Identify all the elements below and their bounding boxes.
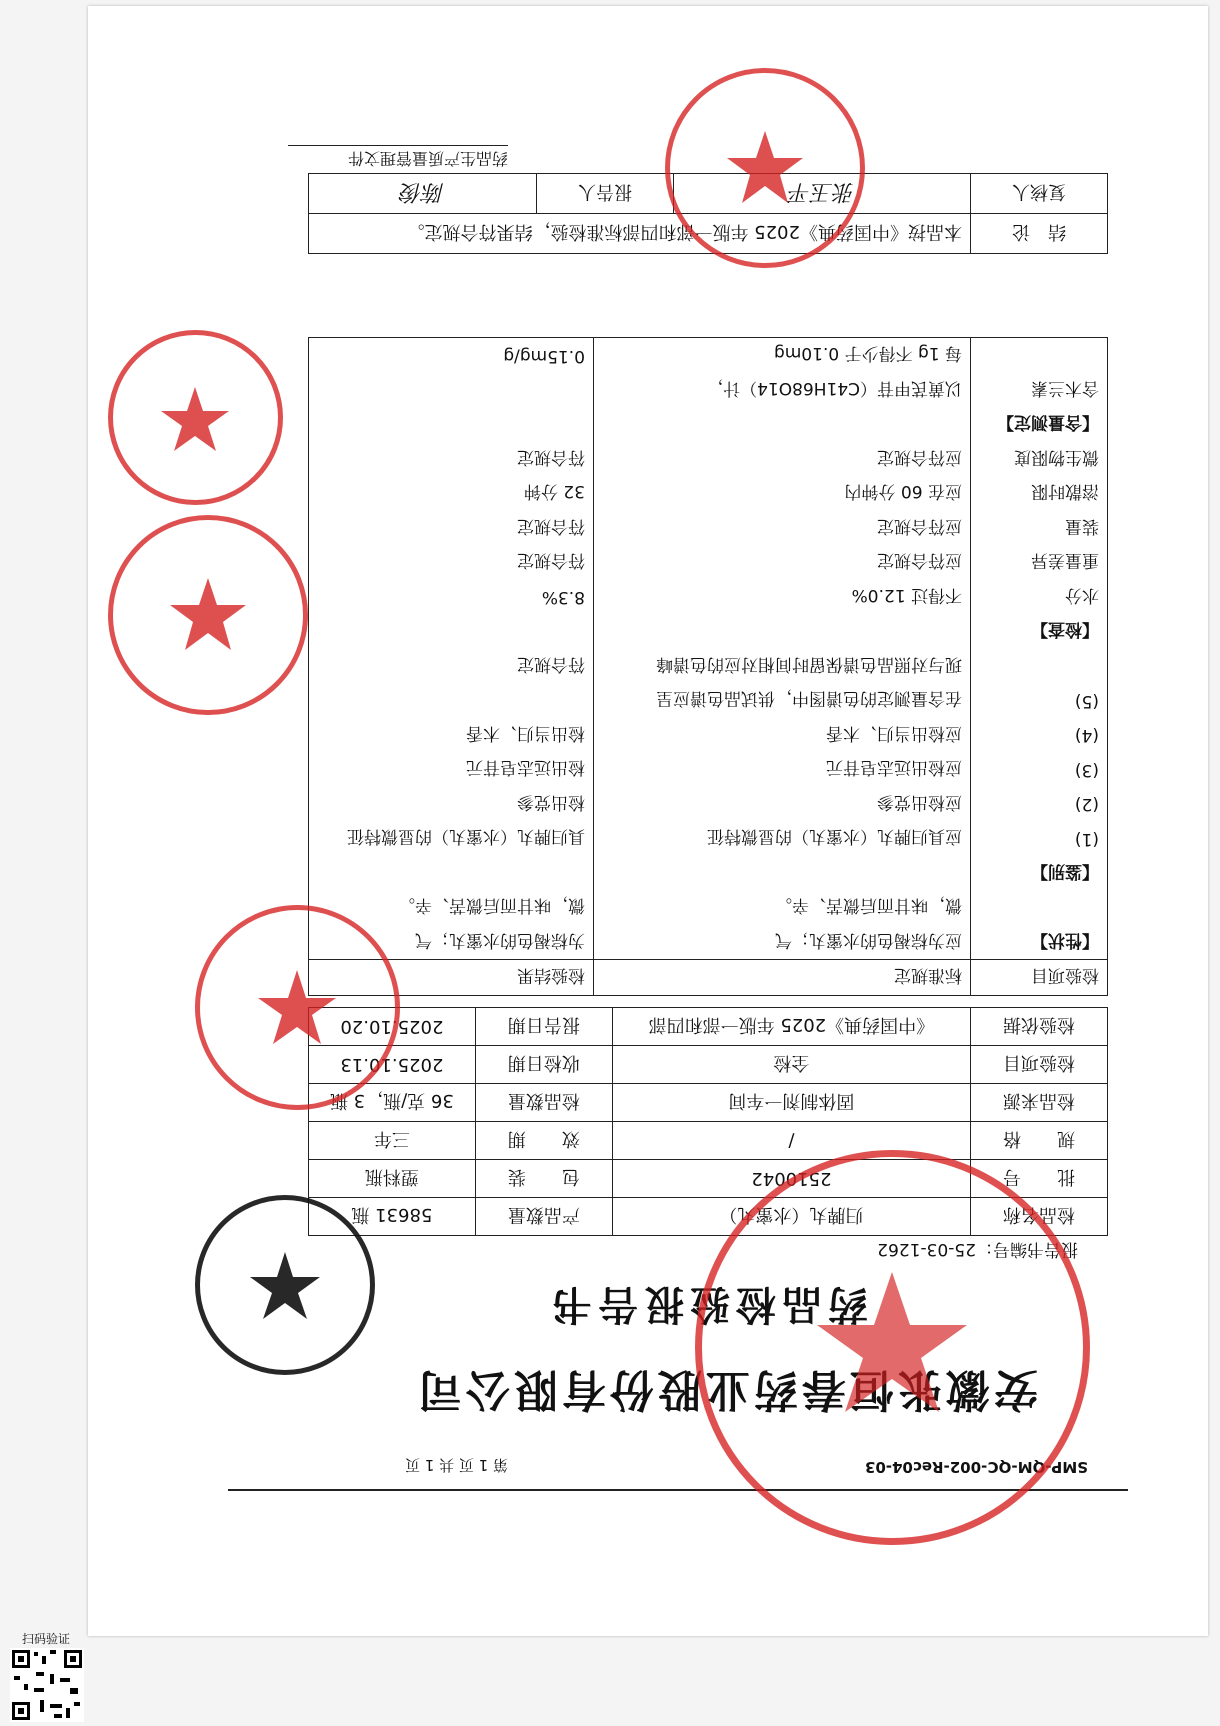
info-value-cell: 36 克/瓶，3 瓶 (309, 1084, 476, 1122)
row-result-cell: 检出党参 (309, 787, 594, 822)
row-item-cell: 重量差异 (971, 546, 1108, 581)
reporter-label: 报告人 (537, 174, 674, 214)
row-item-cell: 水分 (971, 580, 1108, 615)
info-label-cell: 包 装 (475, 1160, 612, 1198)
page-info: 第 1 页 共 1 页 (405, 1456, 508, 1474)
row-result-cell: 符合规定 (309, 442, 594, 477)
row-standard-cell: 每 1g 不得少于 0.10mg (594, 338, 971, 373)
row-result-cell: 为棕褐色的水蜜丸；气 (309, 925, 594, 960)
info-label-cell: 规 格 (971, 1122, 1108, 1160)
company-name: 安徽张恒春药业股份有限公司 (414, 1364, 1038, 1415)
row-result-cell (309, 684, 594, 719)
row-standard-cell (594, 408, 971, 443)
seal-stamp-huaxinyuan (108, 515, 308, 715)
reviewer-label: 复核人 (971, 174, 1108, 214)
row-result-cell: 符合规定 (309, 546, 594, 581)
table-row (309, 511, 1108, 546)
row-result-cell: 符合规定 (309, 511, 594, 546)
row-standard-cell: 以黄芪甲苷（C41H68O14）计， (706, 377, 962, 398)
row-result-cell: 32 分钟 (309, 477, 594, 512)
row-result-cell (309, 856, 594, 891)
row-result-cell: 检出当归、木香 (309, 718, 594, 753)
row-standard-cell: 现与对照品色谱保留时间相对应的色谱峰 (656, 653, 962, 674)
row-result-cell: 0.15mg/g (309, 338, 594, 373)
row-standard-cell: 微，味甘而后微苦、辛。 (775, 895, 962, 916)
info-row (309, 1084, 1108, 1122)
info-value-cell: 《中国药典》2025 年版一部和四部 (612, 1008, 970, 1046)
info-value-cell: 2025.10.20 (309, 1008, 476, 1046)
info-label-cell: 检品数量 (475, 1084, 612, 1122)
row-standard-cell: 应在 60 分钟内 (844, 481, 962, 502)
document-code: SMP-QM-QC-002-Rec04-03 (864, 1458, 1088, 1476)
table-row (309, 546, 1108, 581)
file-caption: 药品生产质量管理文件 (347, 149, 508, 168)
col-header-standard: 标准规定 (594, 960, 971, 996)
info-label-cell: 检验依据 (971, 1008, 1108, 1046)
row-result-cell (309, 408, 594, 443)
row-item-cell: (1) (971, 822, 1108, 857)
report-title: 药品检验报告书 (546, 1281, 868, 1328)
row-result-cell: 具归脾丸（水蜜丸）的显微特征 (309, 822, 594, 857)
reporter-signature: 陈俊 (309, 174, 537, 214)
row-standard-cell: 应为棕褐色的水蜜丸；气 (775, 929, 962, 950)
row-result-cell: 8.3% (309, 580, 594, 615)
info-label-cell: 产品数量 (475, 1198, 612, 1236)
row-result-cell (309, 615, 594, 650)
row-item-cell: (4) (971, 718, 1108, 753)
row-result-cell: 检出远志皂苷元 (309, 753, 594, 788)
table-row (309, 822, 1108, 857)
info-label-cell: 报告日期 (475, 1008, 612, 1046)
seal-stamp-zhanghengchun-black (195, 1195, 375, 1375)
row-result-cell (309, 373, 594, 408)
info-label-cell: 检验项目 (971, 1046, 1108, 1084)
row-item-cell: 【鉴别】 (971, 856, 1108, 891)
table-row (309, 442, 1108, 477)
info-value-cell: 2025.10.13 (309, 1046, 476, 1084)
table-row (309, 856, 1108, 891)
row-item-cell: 【检查】 (971, 615, 1108, 650)
table-row (309, 580, 1108, 615)
row-item-cell: 【性状】 (971, 925, 1108, 960)
row-standard-cell: 应符合规定 (877, 550, 962, 571)
row-item-cell: 装量 (971, 511, 1108, 546)
info-row (309, 1008, 1108, 1046)
info-value-cell: 全检 (612, 1046, 970, 1084)
file-caption-rule (288, 145, 508, 146)
table-row (309, 649, 1108, 684)
qr-label: 扫码验证 (22, 1632, 71, 1646)
conclusion-label: 结 论 (971, 214, 1108, 254)
row-item-cell: 【含量测定】 (971, 408, 1108, 443)
table-row (309, 615, 1108, 650)
results-table (308, 338, 1108, 997)
seal-stamp-aorui (695, 1150, 1090, 1545)
info-label-cell: 收检日期 (475, 1046, 612, 1084)
row-standard-cell: 应检出远志皂苷元 (826, 757, 962, 778)
table-row (309, 718, 1108, 753)
table-row (309, 891, 1108, 926)
info-value-cell: 58631 瓶 (309, 1198, 476, 1236)
table-row (309, 338, 1108, 373)
qr-code-icon[interactable] (10, 1648, 84, 1722)
table-row (309, 684, 1108, 719)
info-label-cell: 效 期 (475, 1122, 612, 1160)
row-item-cell (971, 649, 1108, 684)
row-item-cell: 含木兰素 (971, 373, 1108, 408)
info-value-cell: 塑料瓶 (309, 1160, 476, 1198)
row-standard-cell: 在含量测定的色谱图中，供试品色谱应呈 (656, 688, 962, 709)
seal-stamp-sichuan-mid (195, 905, 400, 1110)
seal-stamp-sichuan-top (665, 68, 865, 268)
row-standard-cell: 应符合规定 (877, 446, 962, 467)
row-item-cell: 微生物限度 (971, 442, 1108, 477)
column-header-row (309, 960, 1108, 996)
info-value-cell: 2510042 (612, 1160, 970, 1198)
table-row (309, 787, 1108, 822)
info-label-cell: 检品来源 (971, 1084, 1108, 1122)
row-item-cell: 溶散时限 (971, 477, 1108, 512)
table-row (309, 925, 1108, 960)
info-label-cell: 检品名称 (971, 1198, 1108, 1236)
row-item-cell (971, 338, 1108, 373)
table-row (309, 753, 1108, 788)
info-label-cell: 批 号 (971, 1160, 1108, 1198)
conclusion-text: 本品按《中国药典》2025 年版一部和四部标准检验，结果符合规定。 (309, 214, 971, 254)
row-standard-cell: 应检出党参 (877, 791, 962, 812)
info-value-cell: 固体制剂一车间 (612, 1084, 970, 1122)
info-value-cell: 三年 (309, 1122, 476, 1160)
table-row (309, 477, 1108, 512)
info-value-cell: / (612, 1122, 970, 1160)
table-row (309, 373, 1108, 408)
row-standard-cell: 不得过 12.0% (851, 584, 962, 605)
row-standard-cell: 应符合规定 (877, 515, 962, 536)
row-standard-cell: 应具归脾丸（水蜜丸）的显微特征 (707, 826, 962, 847)
col-header-result: 检验结果 (309, 960, 594, 996)
row-item-cell: (2) (971, 787, 1108, 822)
col-header-item: 检验项目 (971, 960, 1108, 996)
reviewer-signature: 张玉平 (674, 174, 971, 214)
info-value-cell: 归脾丸（水蜜丸） (612, 1198, 970, 1236)
row-standard-cell (594, 856, 971, 891)
info-row (309, 1122, 1108, 1160)
row-standard-cell (594, 615, 971, 650)
table-row (309, 408, 1108, 443)
row-standard-cell: 应检出当归、木香 (826, 722, 962, 743)
row-item-cell: (5) (971, 684, 1108, 719)
seal-stamp-zhanghengchun-red (108, 330, 283, 505)
row-item-cell (971, 891, 1108, 926)
row-result-cell: 微，味甘而后微苦、辛。 (309, 891, 594, 926)
row-item-cell: (3) (971, 753, 1108, 788)
row-result-cell: 符合规定 (309, 649, 594, 684)
report-number: 报告书编号：25-03-1262 (877, 1239, 1078, 1259)
info-row (309, 1046, 1108, 1084)
